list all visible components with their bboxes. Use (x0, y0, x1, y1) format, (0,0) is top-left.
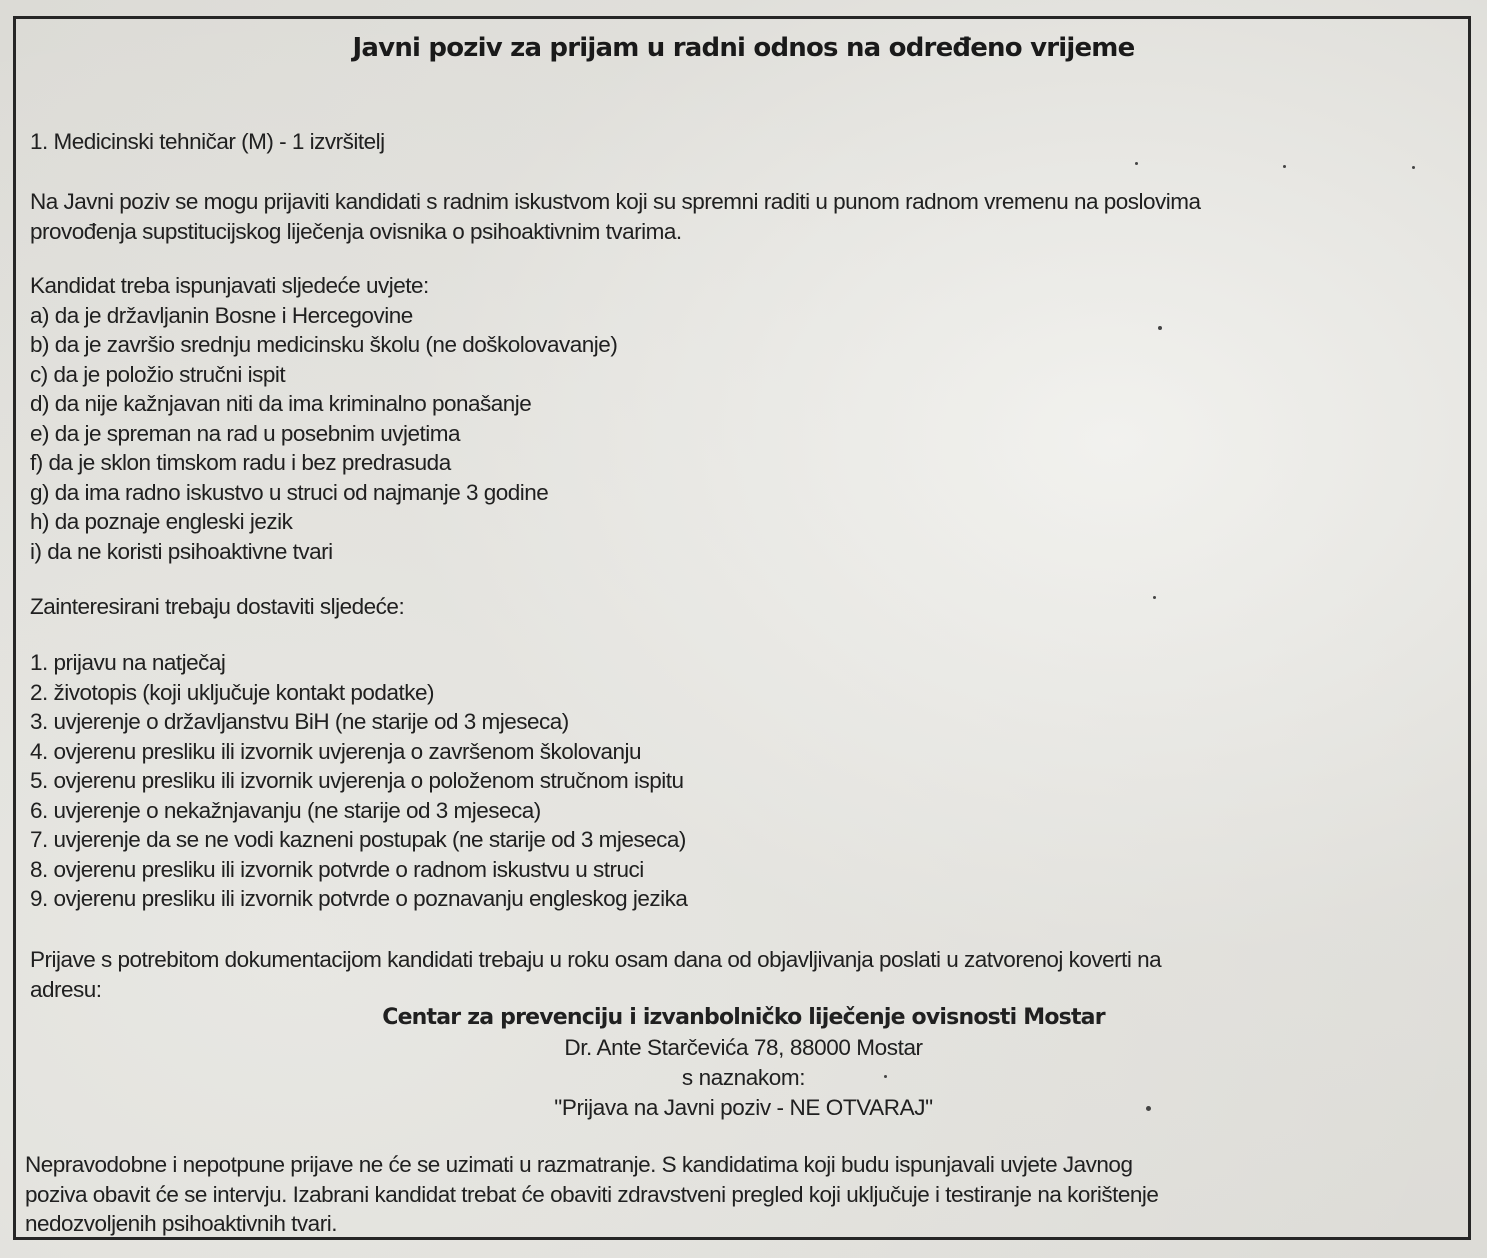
condition-item: d) da nije kažnjavan niti da ima kriminalno ponašanje (30, 391, 532, 416)
intro-paragraph (30, 187, 1201, 246)
submission-paragraph (30, 945, 1161, 1004)
condition-item: f) da je sklon timskom radu i bez predrasuda (30, 450, 451, 475)
scan-speck (1146, 1106, 1151, 1111)
condition-item: e) da je spreman na rad u posebnim uvjetima (30, 420, 460, 446)
condition-item: i) da ne koristi psihoaktivne tvari (30, 538, 333, 564)
closing-line: Nepravodobne i nepotpune prijave ne će se uzimati u razmatranje. S kandidatima koji budu ispunjavali uvjete Javnog (25, 1152, 1133, 1177)
position-line: 1. Medicinski tehničar (M) - 1 izvršitelj (30, 129, 385, 154)
condition-item: b) da je završio srednju medicinsku školu (ne doškolovavanje) (30, 332, 618, 357)
notice-title: Javni poziv za prijam u radni odnos na određeno vrijeme (352, 33, 1135, 63)
intro-line: provođenja supstitucijskog liječenja ovisnika o psihoaktivnim tvarima. (30, 218, 682, 244)
scan-speck (1283, 165, 1286, 168)
condition-item: h) da poznaje engleski jezik (30, 509, 293, 534)
document-item: 5. ovjerenu presliku ili izvornik uvjerenja o položenom stručnom ispitu (30, 768, 684, 793)
closing-line: poziva obavit će se intervju. Izabrani kandidat trebat će obaviti zdravstveni pregled koji uključuje i testiranje na korištenje (25, 1181, 1159, 1207)
document-item: 6. uvjerenje o nekažnjavanju (ne starije od 3 mjeseca) (30, 797, 541, 823)
scan-speck (1412, 166, 1415, 169)
documents-list (30, 648, 687, 914)
document-item: 8. ovjerenu presliku ili izvornik potvrde o radnom iskustvu u struci (30, 856, 644, 882)
document-item: 4. ovjerenu presliku ili izvornik uvjerenja o završenom školovanju (30, 738, 642, 764)
documents-heading: Zainteresirani trebaju dostaviti sljedeće: (30, 594, 405, 619)
document-item: 3. uvjerenje o državljanstvu BiH (ne starije od 3 mjeseca) (30, 709, 569, 734)
scan-speck (884, 1075, 887, 1078)
condition-item: g) da ima radno iskustvo u struci od najmanje 3 godine (30, 479, 549, 505)
note-label: s naznakom: (681, 1065, 806, 1090)
street-address: Dr. Ante Starčevića 78, 88000 Mostar (564, 1035, 923, 1060)
intro-line: Na Javni poziv se mogu prijaviti kandidati s radnim iskustvom koji su spremni raditi u punom radnom vremenu na poslovima (30, 189, 1201, 214)
submission-line: Prijave s potrebitom dokumentacijom kandidati trebaju u roku osam dana od objavljivanja poslati u zatvorenoj koverti na (30, 947, 1162, 972)
scan-speck (1153, 596, 1156, 599)
closing-paragraph (25, 1150, 1158, 1239)
closing-line: nedozvoljenih psihoaktivnih tvari. (25, 1211, 337, 1236)
institution-name: Centar za prevenciju i izvanbolničko liječenje ovisnosti Mostar (382, 1005, 1105, 1030)
document-item: 7. uvjerenje da se ne vodi kazneni postupak (ne starije od 3 mjeseca) (30, 827, 686, 852)
condition-item: c) da je položio stručni ispit (30, 361, 286, 387)
conditions-heading: Kandidat treba ispunjavati sljedeće uvjete: (30, 273, 429, 298)
document-item: 2. životopis (koji uključuje kontakt podatke) (30, 679, 434, 705)
submission-line: adresu: (30, 976, 102, 1002)
scan-speck (1135, 162, 1138, 165)
document-item: 1. prijavu na natječaj (30, 650, 226, 675)
conditions-list (30, 271, 617, 566)
address-block (0, 1003, 1487, 1123)
scan-speck (1158, 326, 1162, 330)
envelope-note: "Prijava na Javni poziv - NE OTVARAJ" (554, 1095, 933, 1120)
condition-item: a) da je državljanin Bosne i Hercegovine (30, 302, 413, 328)
document-item: 9. ovjerenu presliku ili izvornik potvrde o poznavanju engleskog jezika (30, 886, 688, 911)
